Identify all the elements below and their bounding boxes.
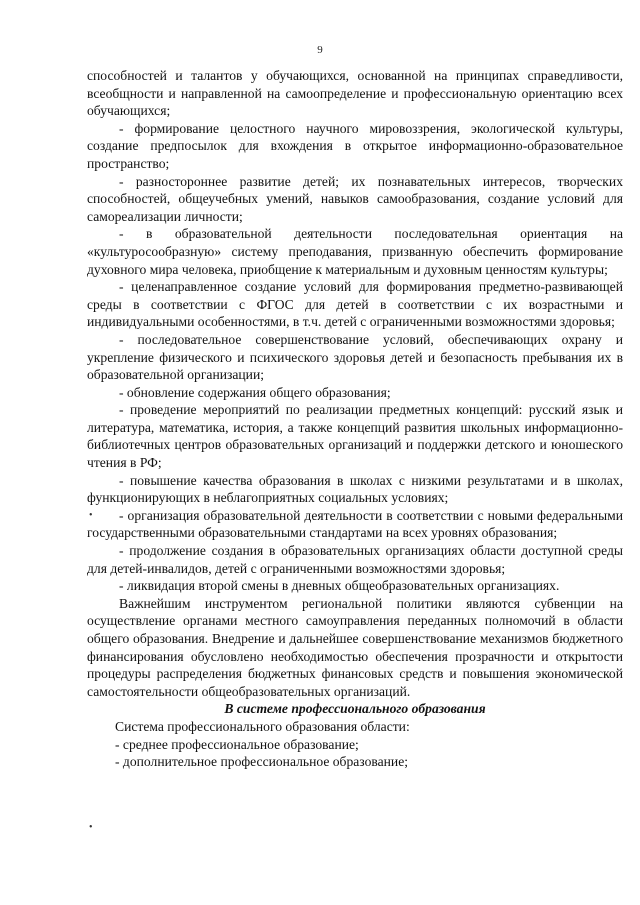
paragraph: Важнейшим инструментом региональной политики являются субвенции на осуществление органами местного самоуправления переданных полномочий в области общего образования. Внедрение и дальнейшее совершенствование механизмов бюджетного финансирования обусловлено необходимостью обеспечения прозрачности и открытости процедуры распределения бюджетных финансовых средств и повышения экономической самостоятельности общеобразовательных организаций.	[87, 595, 623, 699]
list-item: - организация образовательной деятельности в соответствии с новыми федеральными государственными образовательными стандартами на всех уровнях образования;	[87, 507, 623, 541]
list-item: - повышение качества образования в школах с низкими результатами и в школах, функционирующих в неблагоприятных социальных условиях;	[87, 472, 623, 506]
list-item: - в образовательной деятельности последовательная ориентация на «культуросообразную» систему преподавания, призванную обеспечить формирование духовного мира человека, приобщение к материальным и духовным ценностям культуры;	[87, 226, 623, 277]
list-item: - среднее профессиональное образование;	[115, 736, 359, 752]
list-item: - ликвидация второй смены в дневных общеобразовательных организациях.	[119, 578, 560, 594]
paragraph: способностей и талантов у обучающихся, основанной на принципах справедливости, всеобщности и направленной на самоопределение и профессиональную ориентацию всех обучающихся;	[87, 68, 623, 119]
list-item: - последовательное совершенствование условий, обеспечивающих охрану и укрепление физического и психического здоровья детей и безопасность пребывания их в образовательной организации;	[87, 331, 623, 383]
list-item: - формирование целостного научного мировоззрения, экологической культуры, создание предпосылок для вхождения в открытое информационно-образовательное пространство;	[87, 120, 623, 171]
scan-dot-mark: •	[89, 510, 93, 521]
scan-dot-mark: •	[89, 822, 93, 833]
list-item: - продолжение создания в образовательных организациях области доступной среды для детей-инвалидов, детей с ограниченными возможностями здоровья;	[87, 543, 623, 576]
document-body	[87, 67, 623, 771]
list-item: - обновление содержания общего образования;	[119, 384, 391, 400]
page-number: 9	[317, 44, 323, 56]
list-item: - разностороннее развитие детей; их познавательных интересов, творческих способностей, общеучебных умений, навыков самообразования, создание условий для самореализации личности;	[87, 173, 623, 224]
section-heading: В системе профессионального образования	[224, 701, 486, 717]
list-item: - дополнительное профессиональное образование;	[115, 754, 409, 770]
list-item: - проведение мероприятий по реализации предметных концепций: русский язык и литература, математика, история, а также концепций развития школьных информационно-библиотечных центров образовательных организаций и поддержки детского и юношеского чтения в РФ;	[87, 402, 623, 471]
list-item: - целенаправленное создание условий для формирования предметно-развивающей среды в соответствии с ФГОС для детей в соответствии с их возрастными и индивидуальными особенностями, в т.ч. детей с ограниченными возможностями здоровья;	[87, 279, 623, 330]
paragraph: Система профессионального образования области:	[115, 718, 410, 734]
